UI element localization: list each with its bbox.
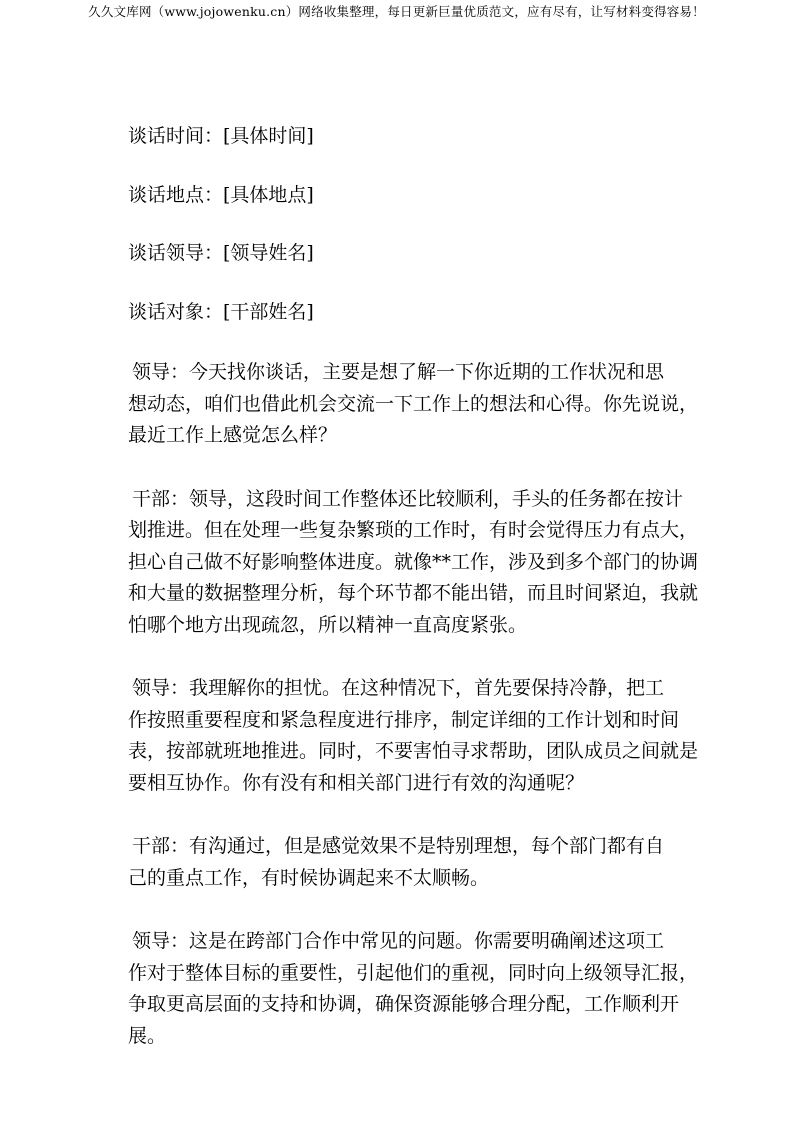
dialogue-paragraph bbox=[128, 926, 699, 1052]
paragraph-line: 干部：领导，这段时间工作整体还比较顺利，手头的任务都在按计 bbox=[132, 487, 684, 510]
dialogue-paragraph bbox=[128, 673, 699, 799]
paragraph-line: 划推进。但在处理一些复杂繁琐的工作时，有时会觉得压力有点大， bbox=[128, 519, 699, 542]
paragraph-line: 和大量的数据整理分析，每个环节都不能出错，而且时间紧迫，我就 bbox=[128, 582, 699, 605]
dialogue-paragraph bbox=[128, 831, 694, 894]
paragraph-line: 怕哪个地方出现疏忽，所以精神一直高度紧张。 bbox=[128, 613, 528, 636]
paragraph-line: 表，按部就班地推进。同时，不要害怕寻求帮助，团队成员之间就是 bbox=[128, 740, 699, 763]
paragraph-line: 干部：有沟通过，但是感觉效果不是特别理想，每个部门都有自 bbox=[132, 835, 665, 858]
paragraph-line: 领导：今天找你谈话，主要是想了解一下你近期的工作状况和思 bbox=[132, 361, 665, 384]
document-body bbox=[128, 122, 699, 1084]
paragraph-line: 最近工作上感觉怎么样？ bbox=[128, 424, 338, 447]
dialogue-paragraph bbox=[128, 357, 699, 452]
paragraph-line: 己的重点工作，有时候协调起来不太顺畅。 bbox=[128, 866, 490, 889]
paragraph-line: 作按照重要程度和紧急程度进行排序，制定详细的工作计划和时间 bbox=[128, 708, 680, 731]
paragraph-line: 展。 bbox=[128, 1024, 167, 1047]
paragraph-line: 想动态，咱们也借此机会交流一下工作上的想法和心得。你先说说， bbox=[128, 392, 699, 415]
paragraph-line: 要相互协作。你有没有和相关部门进行有效的沟通呢？ bbox=[128, 771, 585, 794]
paragraph-line: 担心自己做不好影响整体进度。就像**工作，涉及到多个部门的协调 bbox=[128, 550, 699, 573]
dialogue-paragraph bbox=[128, 484, 699, 642]
paragraph-line: 领导：这是在跨部门合作中常见的问题。你需要明确阐述这项工 bbox=[132, 930, 665, 953]
paragraph-line: 争取更高层面的支持和协调，确保资源能够合理分配，工作顺利开 bbox=[128, 993, 680, 1016]
meta-time: 谈话时间：[具体时间] bbox=[128, 125, 314, 147]
paragraph-line: 作对于整体目标的重要性，引起他们的重视，同时向上级领导汇报， bbox=[128, 961, 699, 984]
meta-place: 谈话地点：[具体地点] bbox=[128, 183, 314, 206]
paragraph-line: 领导：我理解你的担忧。在这种情况下，首先要保持冷静，把工 bbox=[132, 677, 665, 700]
page-header-note: 久久文库网（www.jojowenku.cn）网络收集整理，每日更新巨量优质范文，应有尽有，让写材料变得容易！ bbox=[88, 4, 705, 19]
meta-subject: 谈话对象：[干部姓名] bbox=[128, 301, 314, 324]
meta-leader: 谈话领导：[领导姓名] bbox=[128, 242, 314, 265]
